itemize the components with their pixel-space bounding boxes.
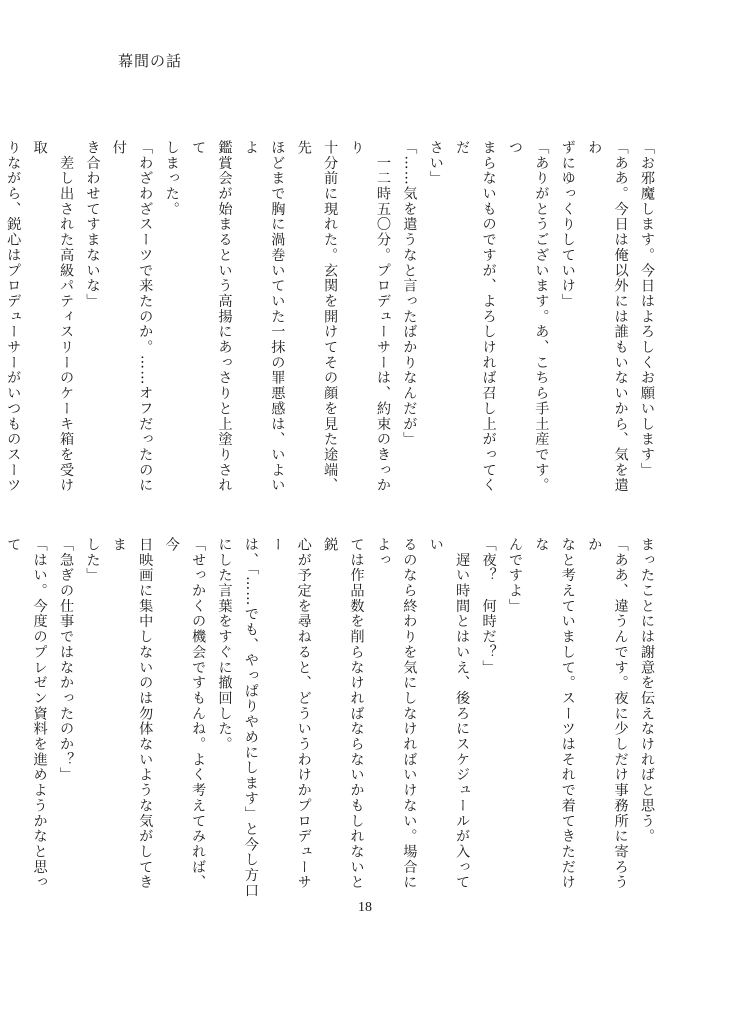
text-line: まらないものですが、よろしければ召し上がってくだ bbox=[454, 140, 497, 494]
text-line: 遅い時間とはいえ、後ろにスケジュールが入ってい bbox=[427, 537, 471, 891]
text-line: さい」 bbox=[427, 140, 444, 187]
text-line: 「急ぎの仕事ではなかったのか？」 bbox=[58, 537, 75, 783]
text-line: んですよ」 bbox=[506, 537, 523, 614]
text-line: ほどまで胸に渦巻いていた一抹の罪悪感は、いよいよ bbox=[242, 140, 286, 494]
text-line: 差し出された高級パティスリーのケーキ箱を受け取 bbox=[31, 140, 75, 494]
text-column-top bbox=[5, 140, 660, 505]
text-line: しまった。 bbox=[163, 140, 180, 217]
text-line: 「ああ。今日は俺以外には誰もいないから、気を遣わ bbox=[586, 140, 629, 494]
running-header-title: 幕間の話 bbox=[118, 52, 183, 70]
text-line: 一二時五〇分。プロデューサーは、約束のきっかり bbox=[348, 140, 391, 494]
text-line: 「ああ、違うんです。夜に少しだけ事務所に寄ろうか bbox=[586, 537, 629, 891]
text-line: 「夜？ 何時だ？」 bbox=[480, 537, 497, 676]
text-line: なと考えていまして。スーツはそれで着てきただけな bbox=[533, 537, 576, 891]
text-line: 「……気を遣うなと言ったばかりなんだが」 bbox=[401, 140, 418, 447]
text-line: 十分前に現れた。玄関を開けてその顔を見た途端、先 bbox=[295, 140, 339, 494]
text-line: 心が予定を尋ねると、どういうわけかプロデューサー bbox=[269, 537, 312, 891]
text-column-bottom bbox=[5, 537, 660, 902]
text-line: ては作品数を削らなければならないかもしれないと鋭 bbox=[322, 537, 365, 891]
text-line: 「わざわざスーツで来たのか。……オフだったのに付 bbox=[110, 140, 154, 494]
text-line: 「せっかくの機会ですもんね。よく考えてみれば、今 bbox=[163, 537, 207, 891]
text-line: るのなら終わりを気にしなければいけない。場合によっ bbox=[374, 537, 418, 891]
text-line: 鑑賞会が始まるという高揚にあっさりと上塗りされて bbox=[190, 140, 233, 494]
text-line: 「お邪魔します。今日はよろしくお願いします」 bbox=[639, 140, 655, 478]
text-line: 日映画に集中しないのは勿体ないような気がしてきま bbox=[110, 537, 154, 891]
text-line: した」 bbox=[84, 537, 101, 584]
text-line: まったことには謝意を伝えなければと思う。 bbox=[639, 537, 655, 844]
text-line: にした言葉をすぐに撤回した。 bbox=[216, 537, 233, 752]
text-line: ずにゆっくりしていけ」 bbox=[559, 140, 576, 309]
text-line: は、「……でも、やっぱりやめにします」と今し方口 bbox=[242, 537, 259, 899]
text-line: りながら、鋭心はプロデューサーがいつものスーツ bbox=[5, 140, 22, 494]
text-line: 「はい。今度のプレゼン資料を進めようかなと思って bbox=[5, 537, 48, 891]
text-line: 「ありがとうございます。あ、こちら手土産です。つ bbox=[506, 140, 550, 494]
text-line: き合わせてすまないな」 bbox=[84, 140, 101, 309]
page-number: 18 bbox=[358, 900, 372, 915]
